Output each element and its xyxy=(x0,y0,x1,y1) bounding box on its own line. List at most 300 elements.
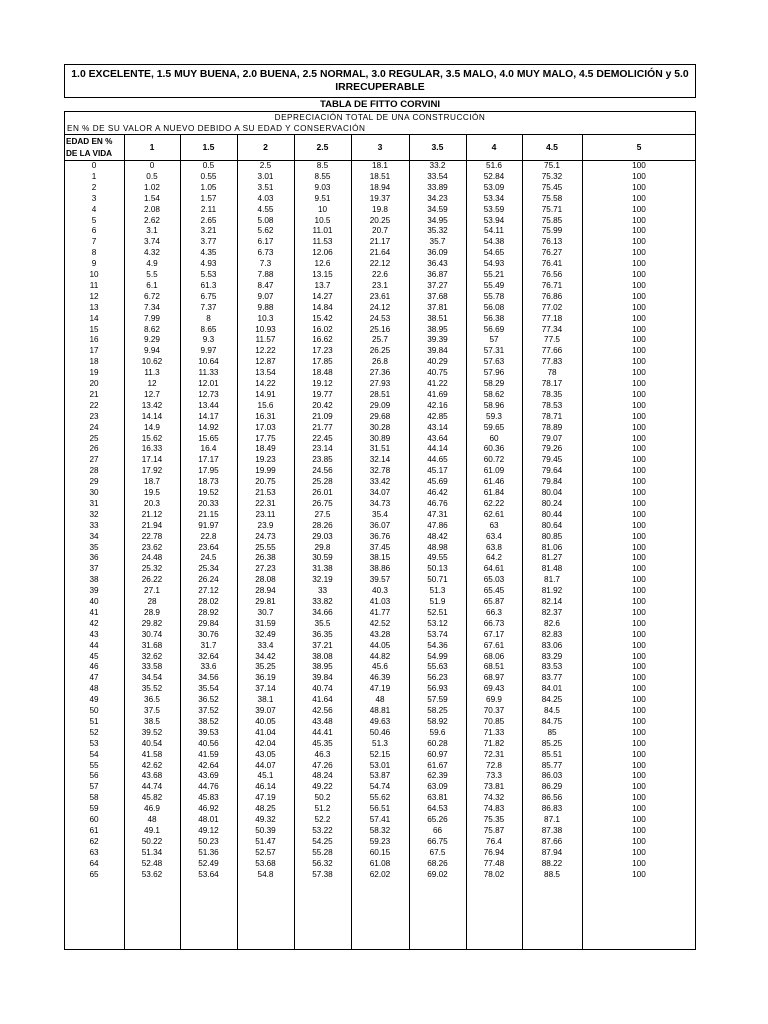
age-cell: 8 xyxy=(91,248,97,258)
depreciation-cell: 23.62 xyxy=(141,542,163,552)
depreciation-cell: 37.68 xyxy=(427,291,448,301)
depreciation-cell: 13.42 xyxy=(141,400,163,410)
depreciation-cell: 64.53 xyxy=(427,804,448,814)
depreciation-cell: 100 xyxy=(632,270,646,279)
depreciation-cell: 16.62 xyxy=(312,335,333,345)
depreciation-cell: 44.14 xyxy=(427,444,448,454)
depreciation-cell: 33.82 xyxy=(312,597,333,606)
depreciation-cell: 49.22 xyxy=(312,782,333,792)
depreciation-cell: 29.81 xyxy=(255,597,276,606)
depreciation-cell: 100 xyxy=(632,346,646,356)
depreciation-cell: 58.32 xyxy=(369,825,391,835)
depreciation-cell: 15.6 xyxy=(257,400,274,410)
depreciation-cell: 8.5 xyxy=(316,161,329,170)
depreciation-cell: 54.65 xyxy=(483,248,505,258)
depreciation-cell: 50.13 xyxy=(427,564,448,574)
depreciation-cell: 22.31 xyxy=(255,498,276,508)
depreciation-cell: 77.18 xyxy=(541,313,563,323)
depreciation-cell: 56.38 xyxy=(483,313,505,323)
age-cell: 38 xyxy=(89,575,99,585)
depreciation-cell: 30.76 xyxy=(198,629,219,639)
depreciation-cell: 60.72 xyxy=(483,455,505,465)
depreciation-cell: 14.84 xyxy=(312,302,333,312)
depreciation-cell: 76.4 xyxy=(486,836,502,846)
depreciation-cell: 46.92 xyxy=(198,804,219,814)
depreciation-cell: 100 xyxy=(632,858,646,868)
age-cell: 57 xyxy=(89,782,99,792)
depreciation-cell: 30.74 xyxy=(141,629,163,639)
depreciation-cell: 58.25 xyxy=(427,706,448,715)
depreciation-cell: 21.94 xyxy=(141,520,163,530)
depreciation-cell: 79.26 xyxy=(541,444,563,454)
depreciation-cell: 37.21 xyxy=(312,640,333,650)
depreciation-cell: 62.61 xyxy=(483,509,505,519)
depreciation-cell: 56.23 xyxy=(427,673,448,683)
depreciation-cell: 49.32 xyxy=(255,815,276,824)
condition-column-header: 4.5 xyxy=(546,142,558,152)
depreciation-cell: 47.86 xyxy=(427,520,448,530)
depreciation-cell: 100 xyxy=(632,531,646,541)
table-description: EN % DE SU VALOR A NUEVO DEBIDO A SU EDAD Y CONSERVACIÓN xyxy=(67,124,366,133)
depreciation-cell: 59.65 xyxy=(483,422,505,432)
depreciation-cell: 57 xyxy=(489,335,499,345)
depreciation-cell: 100 xyxy=(632,433,646,443)
depreciation-cell: 34.42 xyxy=(255,651,276,661)
depreciation-cell: 54.93 xyxy=(483,259,505,269)
depreciation-cell: 34.54 xyxy=(141,673,163,683)
depreciation-cell: 36.52 xyxy=(198,695,219,705)
depreciation-cell: 17.17 xyxy=(198,455,219,465)
depreciation-cell: 40.29 xyxy=(427,357,448,367)
depreciation-cell: 25.55 xyxy=(255,542,276,552)
depreciation-cell: 100 xyxy=(632,684,646,694)
depreciation-cell: 30.59 xyxy=(312,553,333,563)
age-cell: 13 xyxy=(89,302,99,312)
depreciation-cell: 27.5 xyxy=(314,509,331,519)
depreciation-cell: 47.31 xyxy=(427,509,448,519)
depreciation-cell: 21.77 xyxy=(312,422,333,432)
depreciation-cell: 50.22 xyxy=(141,836,163,846)
depreciation-cell: 100 xyxy=(632,869,646,879)
depreciation-cell: 38.1 xyxy=(257,695,274,705)
depreciation-cell: 60.28 xyxy=(427,738,448,748)
age-cell: 55 xyxy=(89,760,99,770)
age-cell: 49 xyxy=(89,695,99,705)
age-cell: 34 xyxy=(89,531,99,541)
depreciation-cell: 18.49 xyxy=(255,444,276,454)
depreciation-cell: 42.64 xyxy=(198,760,219,770)
depreciation-cell: 0.55 xyxy=(200,171,217,181)
depreciation-cell: 59.23 xyxy=(369,836,391,846)
depreciation-cell: 100 xyxy=(632,673,646,683)
depreciation-cell: 9.3 xyxy=(202,335,215,345)
depreciation-cell: 43.48 xyxy=(312,716,333,726)
depreciation-cell: 46.76 xyxy=(427,498,448,508)
depreciation-cell: 35.32 xyxy=(427,226,448,236)
depreciation-cell: 14.27 xyxy=(312,291,333,301)
depreciation-cell: 17.92 xyxy=(141,466,163,476)
depreciation-cell: 63.09 xyxy=(427,782,448,792)
depreciation-cell: 79.64 xyxy=(541,466,563,476)
depreciation-cell: 100 xyxy=(632,782,646,792)
depreciation-cell: 13.7 xyxy=(314,280,331,290)
depreciation-cell: 68.97 xyxy=(483,673,505,683)
depreciation-cell: 86.29 xyxy=(541,782,563,792)
depreciation-cell: 60.15 xyxy=(369,847,391,857)
depreciation-cell: 22.12 xyxy=(369,259,391,269)
depreciation-cell: 44.41 xyxy=(312,727,333,737)
depreciation-cell: 19.99 xyxy=(255,466,276,476)
age-cell: 2 xyxy=(91,182,97,192)
depreciation-cell: 36.5 xyxy=(144,695,160,705)
depreciation-cell: 23.61 xyxy=(369,291,391,301)
depreciation-cell: 36.76 xyxy=(369,531,391,541)
depreciation-cell: 42.62 xyxy=(141,760,163,770)
depreciation-cell: 54.99 xyxy=(427,651,448,661)
depreciation-cell: 38.52 xyxy=(198,716,219,726)
depreciation-cell: 81.48 xyxy=(541,564,563,574)
depreciation-cell: 1.05 xyxy=(200,182,217,192)
age-cell: 3 xyxy=(91,193,97,203)
depreciation-cell: 100 xyxy=(632,629,646,639)
depreciation-cell: 13.54 xyxy=(255,368,276,378)
depreciation-cell: 81.92 xyxy=(541,586,563,596)
depreciation-cell: 22.78 xyxy=(141,531,163,541)
depreciation-cell: 39.84 xyxy=(427,346,448,356)
depreciation-cell: 8 xyxy=(206,313,211,323)
depreciation-cell: 45.69 xyxy=(427,477,448,487)
depreciation-cell: 78.89 xyxy=(541,422,563,432)
depreciation-cell: 74.83 xyxy=(483,804,505,814)
depreciation-cell: 25.34 xyxy=(198,564,219,574)
depreciation-cell: 100 xyxy=(632,607,646,617)
age-cell: 52 xyxy=(89,727,99,737)
depreciation-cell: 100 xyxy=(632,161,646,170)
depreciation-cell: 29.82 xyxy=(141,618,163,628)
depreciation-cell: 73.81 xyxy=(483,782,505,792)
depreciation-cell: 57.63 xyxy=(483,357,505,367)
depreciation-cell: 77.48 xyxy=(483,858,505,868)
depreciation-cell: 42.04 xyxy=(255,738,276,748)
age-cell: 10 xyxy=(89,270,99,279)
depreciation-cell: 100 xyxy=(632,640,646,650)
depreciation-cell: 61.46 xyxy=(483,477,505,487)
depreciation-cell: 29.8 xyxy=(314,542,331,552)
depreciation-cell: 18.1 xyxy=(372,161,388,170)
depreciation-cell: 41.22 xyxy=(427,379,448,388)
depreciation-cell: 78.53 xyxy=(541,400,563,410)
depreciation-cell: 3.77 xyxy=(200,237,217,247)
depreciation-cell: 37.52 xyxy=(198,706,219,715)
depreciation-cell: 27.36 xyxy=(369,368,391,378)
depreciation-cell: 24.56 xyxy=(312,466,333,476)
depreciation-cell: 36.87 xyxy=(427,270,448,279)
depreciation-cell: 69.02 xyxy=(427,869,448,879)
depreciation-cell: 24.53 xyxy=(369,313,391,323)
depreciation-cell: 84.25 xyxy=(541,695,563,705)
depreciation-cell: 100 xyxy=(632,498,646,508)
depreciation-cell: 100 xyxy=(632,542,646,552)
age-cell: 6 xyxy=(91,226,97,236)
condition-column-header: 3.5 xyxy=(431,142,444,152)
depreciation-cell: 82.83 xyxy=(541,629,563,639)
depreciation-cell: 75.58 xyxy=(541,193,563,203)
depreciation-cell: 49.55 xyxy=(427,553,448,563)
age-cell: 47 xyxy=(89,673,99,683)
depreciation-cell: 46.39 xyxy=(369,673,391,683)
depreciation-cell: 27.1 xyxy=(144,586,160,596)
depreciation-cell: 91.97 xyxy=(198,520,219,530)
depreciation-cell: 56.08 xyxy=(483,302,505,312)
depreciation-cell: 100 xyxy=(632,193,646,203)
depreciation-cell: 75.45 xyxy=(541,182,563,192)
condition-column-header: 5 xyxy=(636,142,642,152)
depreciation-cell: 40.05 xyxy=(255,716,276,726)
depreciation-cell: 59.3 xyxy=(486,411,502,421)
condition-column-header: 1.5 xyxy=(202,142,215,152)
depreciation-cell: 12.22 xyxy=(255,346,276,356)
depreciation-cell: 76.56 xyxy=(541,270,563,279)
depreciation-cell: 34.56 xyxy=(198,673,219,683)
depreciation-cell: 30.7 xyxy=(257,607,274,617)
depreciation-cell: 7.37 xyxy=(200,302,217,312)
depreciation-cell: 87.1 xyxy=(544,815,560,824)
depreciation-cell: 9.51 xyxy=(314,193,331,203)
depreciation-cell: 60 xyxy=(489,433,499,443)
depreciation-cell: 11.57 xyxy=(255,335,276,345)
age-cell: 18 xyxy=(89,357,99,367)
depreciation-cell: 56.51 xyxy=(369,804,391,814)
depreciation-cell: 37.5 xyxy=(144,706,160,715)
depreciation-cell: 11.01 xyxy=(312,226,333,236)
depreciation-cell: 52.15 xyxy=(369,749,391,759)
depreciation-cell: 50.39 xyxy=(255,825,276,835)
depreciation-cell: 44.07 xyxy=(255,760,276,770)
depreciation-cell: 100 xyxy=(632,368,646,378)
depreciation-cell: 75.1 xyxy=(544,161,560,170)
depreciation-cell: 67.61 xyxy=(483,640,505,650)
depreciation-cell: 69.43 xyxy=(483,684,505,694)
depreciation-cell: 28.08 xyxy=(255,575,276,585)
depreciation-cell: 42.16 xyxy=(427,400,448,410)
depreciation-cell: 39.84 xyxy=(312,673,333,683)
depreciation-cell: 100 xyxy=(632,586,646,596)
depreciation-cell: 52.51 xyxy=(427,607,448,617)
depreciation-cell: 57.31 xyxy=(483,346,505,356)
depreciation-cell: 21.09 xyxy=(312,411,333,421)
depreciation-cell: 100 xyxy=(632,553,646,563)
age-cell: 25 xyxy=(89,433,99,443)
depreciation-cell: 21.15 xyxy=(198,509,219,519)
depreciation-cell: 47.19 xyxy=(369,684,391,694)
depreciation-cell: 51.36 xyxy=(198,847,219,857)
depreciation-cell: 50.46 xyxy=(369,727,391,737)
depreciation-cell: 7.3 xyxy=(259,259,272,269)
depreciation-cell: 23.11 xyxy=(255,509,276,519)
depreciation-cell: 85.51 xyxy=(541,749,563,759)
depreciation-cell: 77.83 xyxy=(541,357,563,367)
depreciation-cell: 24.73 xyxy=(255,531,276,541)
depreciation-cell: 38.15 xyxy=(369,553,391,563)
depreciation-cell: 17.75 xyxy=(255,433,276,443)
depreciation-cell: 100 xyxy=(632,738,646,748)
depreciation-cell: 45.83 xyxy=(198,793,219,803)
depreciation-cell: 79.84 xyxy=(541,477,563,487)
depreciation-cell: 44.65 xyxy=(427,455,448,465)
depreciation-cell: 31.59 xyxy=(255,618,276,628)
depreciation-cell: 26.01 xyxy=(312,488,333,497)
age-cell: 53 xyxy=(89,738,99,748)
depreciation-cell: 14.91 xyxy=(255,389,276,399)
depreciation-cell: 37.14 xyxy=(255,684,276,694)
depreciation-cell: 76.71 xyxy=(541,280,563,290)
depreciation-cell: 79.07 xyxy=(541,433,563,443)
depreciation-cell: 26.25 xyxy=(369,346,391,356)
depreciation-cell: 61.67 xyxy=(427,760,448,770)
depreciation-cell: 68.51 xyxy=(483,662,505,672)
condition-column-header: 2 xyxy=(263,142,268,152)
depreciation-cell: 63 xyxy=(489,520,499,530)
depreciation-cell: 100 xyxy=(632,760,646,770)
depreciation-cell: 76.41 xyxy=(541,259,563,269)
depreciation-cell: 53.59 xyxy=(483,204,505,214)
age-cell: 22 xyxy=(89,400,99,410)
depreciation-cell: 36.43 xyxy=(427,259,448,269)
depreciation-cell: 40.54 xyxy=(141,738,163,748)
age-cell: 33 xyxy=(89,520,99,530)
depreciation-cell: 2.11 xyxy=(200,204,217,214)
depreciation-cell: 14.17 xyxy=(198,411,219,421)
depreciation-cell: 100 xyxy=(632,302,646,312)
depreciation-cell: 77.34 xyxy=(541,324,563,334)
depreciation-cell: 9.97 xyxy=(200,346,217,356)
age-cell: 50 xyxy=(89,706,99,715)
depreciation-cell: 100 xyxy=(632,171,646,181)
depreciation-cell: 7.99 xyxy=(144,313,160,323)
depreciation-cell: 48.25 xyxy=(255,804,276,814)
depreciation-cell: 15.65 xyxy=(198,433,219,443)
age-cell: 32 xyxy=(89,509,99,519)
depreciation-cell: 61.84 xyxy=(483,488,505,497)
depreciation-cell: 48.42 xyxy=(427,531,448,541)
depreciation-cell: 21.12 xyxy=(141,509,163,519)
depreciation-cell: 54.74 xyxy=(369,782,391,792)
depreciation-cell: 75.87 xyxy=(483,825,505,835)
depreciation-cell: 3.51 xyxy=(257,182,274,192)
depreciation-cell: 53.74 xyxy=(427,629,448,639)
depreciation-cell: 29.68 xyxy=(369,411,391,421)
depreciation-cell: 68.26 xyxy=(427,858,448,868)
age-cell: 36 xyxy=(89,553,99,563)
depreciation-cell: 35.54 xyxy=(198,684,219,694)
age-cell: 17 xyxy=(89,346,99,356)
depreciation-cell: 66.73 xyxy=(483,618,505,628)
depreciation-cell: 33.6 xyxy=(200,662,217,672)
depreciation-cell: 81.27 xyxy=(541,553,563,563)
depreciation-cell: 52.84 xyxy=(483,171,505,181)
depreciation-cell: 44.82 xyxy=(369,651,391,661)
depreciation-cell: 87.38 xyxy=(541,825,563,835)
depreciation-cell: 16.02 xyxy=(312,324,333,334)
age-cell: 35 xyxy=(89,542,99,552)
depreciation-cell: 4.32 xyxy=(144,248,160,258)
depreciation-cell: 26.38 xyxy=(255,553,276,563)
depreciation-cell: 100 xyxy=(632,379,646,388)
depreciation-cell: 18.73 xyxy=(198,477,219,487)
depreciation-cell: 74.32 xyxy=(483,793,505,803)
depreciation-cell: 52.49 xyxy=(198,858,219,868)
depreciation-cell: 56.32 xyxy=(312,858,333,868)
depreciation-cell: 19.77 xyxy=(312,389,333,399)
depreciation-cell: 53.34 xyxy=(483,193,505,203)
depreciation-cell: 100 xyxy=(632,520,646,530)
depreciation-cell: 12.06 xyxy=(312,248,333,258)
depreciation-cell: 9.94 xyxy=(144,346,160,356)
depreciation-cell: 81.06 xyxy=(541,542,563,552)
depreciation-cell: 80.64 xyxy=(541,520,563,530)
depreciation-cell: 34.23 xyxy=(427,193,448,203)
age-cell: 39 xyxy=(89,586,99,596)
depreciation-cell: 35.52 xyxy=(141,684,163,694)
depreciation-cell: 26.75 xyxy=(312,498,333,508)
depreciation-cell: 8.55 xyxy=(314,171,331,181)
age-cell: 41 xyxy=(89,607,99,617)
depreciation-cell: 57.59 xyxy=(427,695,448,705)
depreciation-cell: 51.2 xyxy=(314,804,331,814)
depreciation-cell: 4.35 xyxy=(200,248,217,258)
depreciation-cell: 100 xyxy=(632,488,646,497)
depreciation-cell: 55.62 xyxy=(369,793,391,803)
depreciation-cell: 2.62 xyxy=(144,215,160,225)
depreciation-cell: 85.77 xyxy=(541,760,563,770)
depreciation-cell: 24.12 xyxy=(369,302,391,312)
depreciation-cell: 63.81 xyxy=(427,793,448,803)
depreciation-cell: 100 xyxy=(632,716,646,726)
depreciation-cell: 33.4 xyxy=(257,640,274,650)
depreciation-cell: 44.05 xyxy=(369,640,391,650)
depreciation-cell: 72.31 xyxy=(483,749,505,759)
age-cell: 51 xyxy=(89,716,99,726)
depreciation-cell: 55.21 xyxy=(483,270,505,279)
depreciation-cell: 77.5 xyxy=(544,335,560,345)
depreciation-cell: 23.14 xyxy=(312,444,333,454)
depreciation-cell: 100 xyxy=(632,847,646,857)
depreciation-cell: 19.52 xyxy=(198,488,219,497)
depreciation-cell: 67.17 xyxy=(483,629,505,639)
depreciation-cell: 100 xyxy=(632,618,646,628)
depreciation-cell: 48.01 xyxy=(198,815,219,824)
depreciation-cell: 34.73 xyxy=(369,498,391,508)
depreciation-cell: 14.9 xyxy=(144,422,160,432)
depreciation-cell: 62.22 xyxy=(483,498,505,508)
depreciation-cell: 55.49 xyxy=(483,280,505,290)
depreciation-cell: 14.22 xyxy=(255,379,276,388)
depreciation-cell: 100 xyxy=(632,280,646,290)
age-cell: 4 xyxy=(91,204,97,214)
depreciation-cell: 32.62 xyxy=(141,651,163,661)
age-cell: 5 xyxy=(91,215,97,225)
depreciation-cell: 66.3 xyxy=(486,607,502,617)
depreciation-cell: 35.5 xyxy=(314,618,331,628)
age-cell: 44 xyxy=(89,640,99,650)
depreciation-cell: 15.42 xyxy=(312,313,333,323)
depreciation-cell: 47.26 xyxy=(312,760,333,770)
depreciation-cell: 33 xyxy=(317,586,328,596)
depreciation-cell: 27.93 xyxy=(369,379,391,388)
depreciation-cell: 29.84 xyxy=(198,618,219,628)
depreciation-cell: 16.4 xyxy=(200,444,217,454)
depreciation-cell: 10.62 xyxy=(141,357,163,367)
